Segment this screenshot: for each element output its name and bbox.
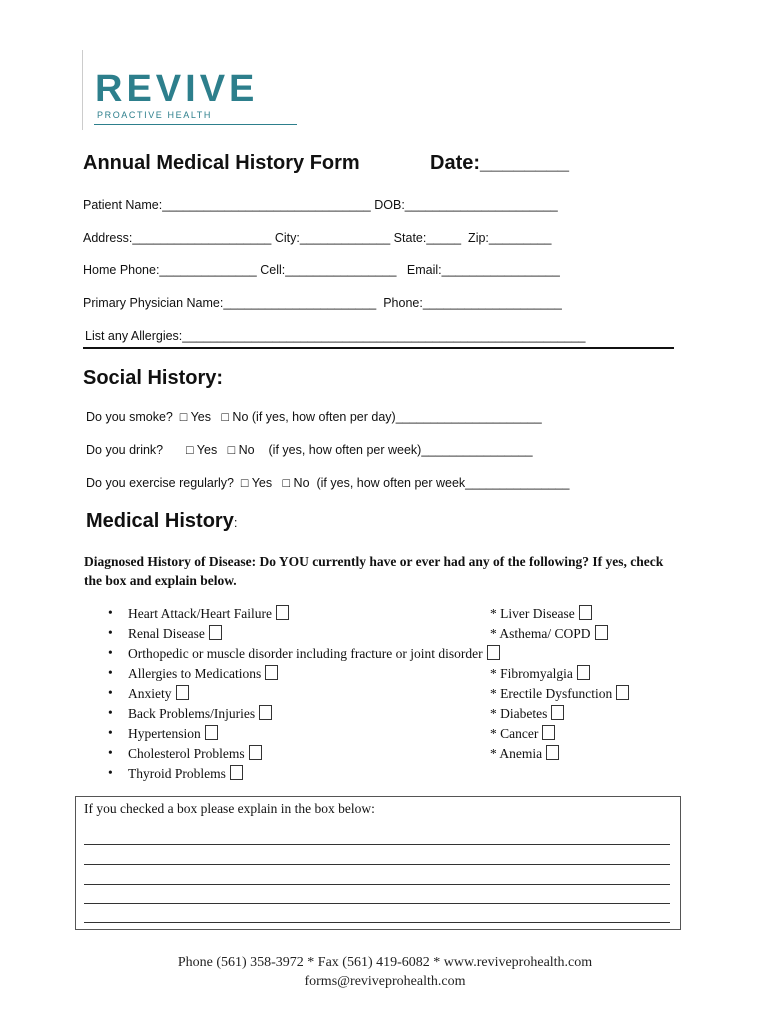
logo	[82, 50, 297, 132]
disease-label: * Erectile Dysfunction	[490, 686, 613, 701]
disease-item[interactable]	[490, 745, 559, 762]
checkbox[interactable]	[205, 725, 218, 740]
disease-label: * Diabetes	[490, 706, 548, 721]
checkbox[interactable]	[249, 745, 262, 760]
allergies-line[interactable]: List any Allergies:__________________________________________________________	[85, 329, 586, 343]
medical-history-heading	[86, 510, 237, 533]
logo-brand: REVIVE	[95, 68, 259, 110]
bullet-icon: •	[108, 665, 113, 680]
medical-heading-text: Medical History	[86, 510, 234, 532]
disease-label: Cholesterol Problems	[128, 746, 245, 761]
disease-label: Thyroid Problems	[128, 766, 226, 781]
disease-item[interactable]	[490, 685, 629, 702]
checkbox[interactable]	[595, 625, 608, 640]
checkbox[interactable]	[265, 665, 278, 680]
disease-item[interactable]	[490, 725, 555, 742]
checkbox[interactable]	[546, 745, 559, 760]
disease-item[interactable]	[108, 645, 500, 662]
explain-line[interactable]	[84, 844, 670, 845]
disease-item[interactable]	[490, 605, 592, 622]
explain-box[interactable]	[75, 796, 681, 930]
disease-label: * Cancer	[490, 726, 539, 741]
checkbox[interactable]	[579, 605, 592, 620]
disease-item[interactable]	[108, 605, 289, 622]
logo-divider	[82, 50, 83, 130]
explain-label: If you checked a box please explain in the box below:	[84, 801, 375, 816]
checkbox[interactable]	[176, 685, 189, 700]
checkbox[interactable]	[616, 685, 629, 700]
disease-item[interactable]	[108, 625, 222, 642]
disease-label: Back Problems/Injuries	[128, 706, 256, 721]
disease-item[interactable]	[490, 665, 590, 682]
bullet-icon: •	[108, 725, 113, 740]
checkbox[interactable]	[551, 705, 564, 720]
logo-underline	[94, 124, 297, 125]
footer-email: forms@reviveprohealth.com	[304, 974, 466, 989]
footer-contact: Phone (561) 358-3972 * Fax (561) 419-6082 * www.reviveprohealth.com	[177, 955, 593, 970]
bullet-icon: •	[108, 625, 113, 640]
bullet-icon: •	[108, 765, 113, 780]
disease-label: Anxiety	[128, 686, 172, 701]
bullet-icon: •	[108, 685, 113, 700]
disease-label: * Anemia	[490, 746, 543, 761]
disease-label: Allergies to Medications	[128, 666, 262, 681]
explain-line[interactable]	[84, 884, 670, 885]
disease-item[interactable]	[490, 625, 608, 642]
disease-item[interactable]	[490, 705, 564, 722]
checkbox[interactable]	[230, 765, 243, 780]
disease-item[interactable]	[108, 705, 272, 722]
smoke-question[interactable]: Do you smoke? □ Yes □ No (if yes, how often per day)_____________________	[86, 410, 542, 424]
checkbox[interactable]	[209, 625, 222, 640]
disease-item[interactable]	[108, 685, 189, 702]
disease-label: * Asthema/ COPD	[490, 626, 591, 641]
checkbox[interactable]	[487, 645, 500, 660]
explain-line[interactable]	[84, 864, 670, 865]
bullet-icon: •	[108, 745, 113, 760]
physician-line[interactable]: Primary Physician Name:______________________ Phone:____________________	[83, 296, 562, 310]
disease-label: * Fibromyalgia	[490, 666, 573, 681]
medical-heading-colon: :	[233, 515, 238, 530]
address-line[interactable]: Address:____________________ City:_____________ State:_____ Zip:_________	[83, 231, 552, 245]
exercise-question[interactable]: Do you exercise regularly? □ Yes □ No (if yes, how often per week_______________	[86, 476, 570, 490]
bullet-icon: •	[108, 605, 113, 620]
section-divider	[83, 347, 674, 349]
checkbox[interactable]	[259, 705, 272, 720]
disease-label: Heart Attack/Heart Failure	[128, 606, 272, 621]
drink-options[interactable]: □ Yes □ No (if yes, how often per week)________________	[186, 443, 533, 457]
logo-tagline: PROACTIVE HEALTH	[97, 110, 212, 120]
social-history-heading: Social History:	[83, 367, 224, 389]
drink-question: Do you drink?	[86, 443, 164, 457]
disease-label: Orthopedic or muscle disorder including fracture or joint disorder	[128, 646, 483, 661]
date-field[interactable]: Date:________	[430, 152, 569, 174]
disease-label: Renal Disease	[128, 626, 205, 641]
checkbox[interactable]	[542, 725, 555, 740]
medical-intro: Diagnosed History of Disease: Do YOU currently have or ever had any of the following? If yes, check the box and explain below.	[84, 554, 664, 588]
patient-name-dob-line[interactable]: Patient Name:______________________________ DOB:______________________	[83, 198, 558, 212]
disease-label: * Liver Disease	[490, 606, 575, 621]
form-title: Annual Medical History Form	[83, 152, 360, 174]
checkbox[interactable]	[276, 605, 289, 620]
bullet-icon: •	[108, 645, 113, 660]
phone-email-line[interactable]: Home Phone:______________ Cell:________________ Email:_________________	[83, 263, 560, 277]
explain-line[interactable]	[84, 922, 670, 923]
disease-label: Hypertension	[128, 726, 201, 741]
disease-item[interactable]	[108, 725, 218, 742]
explain-line[interactable]	[84, 903, 670, 904]
disease-item[interactable]	[108, 665, 278, 682]
disease-item[interactable]	[108, 765, 243, 782]
bullet-icon: •	[108, 705, 113, 720]
disease-item[interactable]	[108, 745, 262, 762]
checkbox[interactable]	[577, 665, 590, 680]
